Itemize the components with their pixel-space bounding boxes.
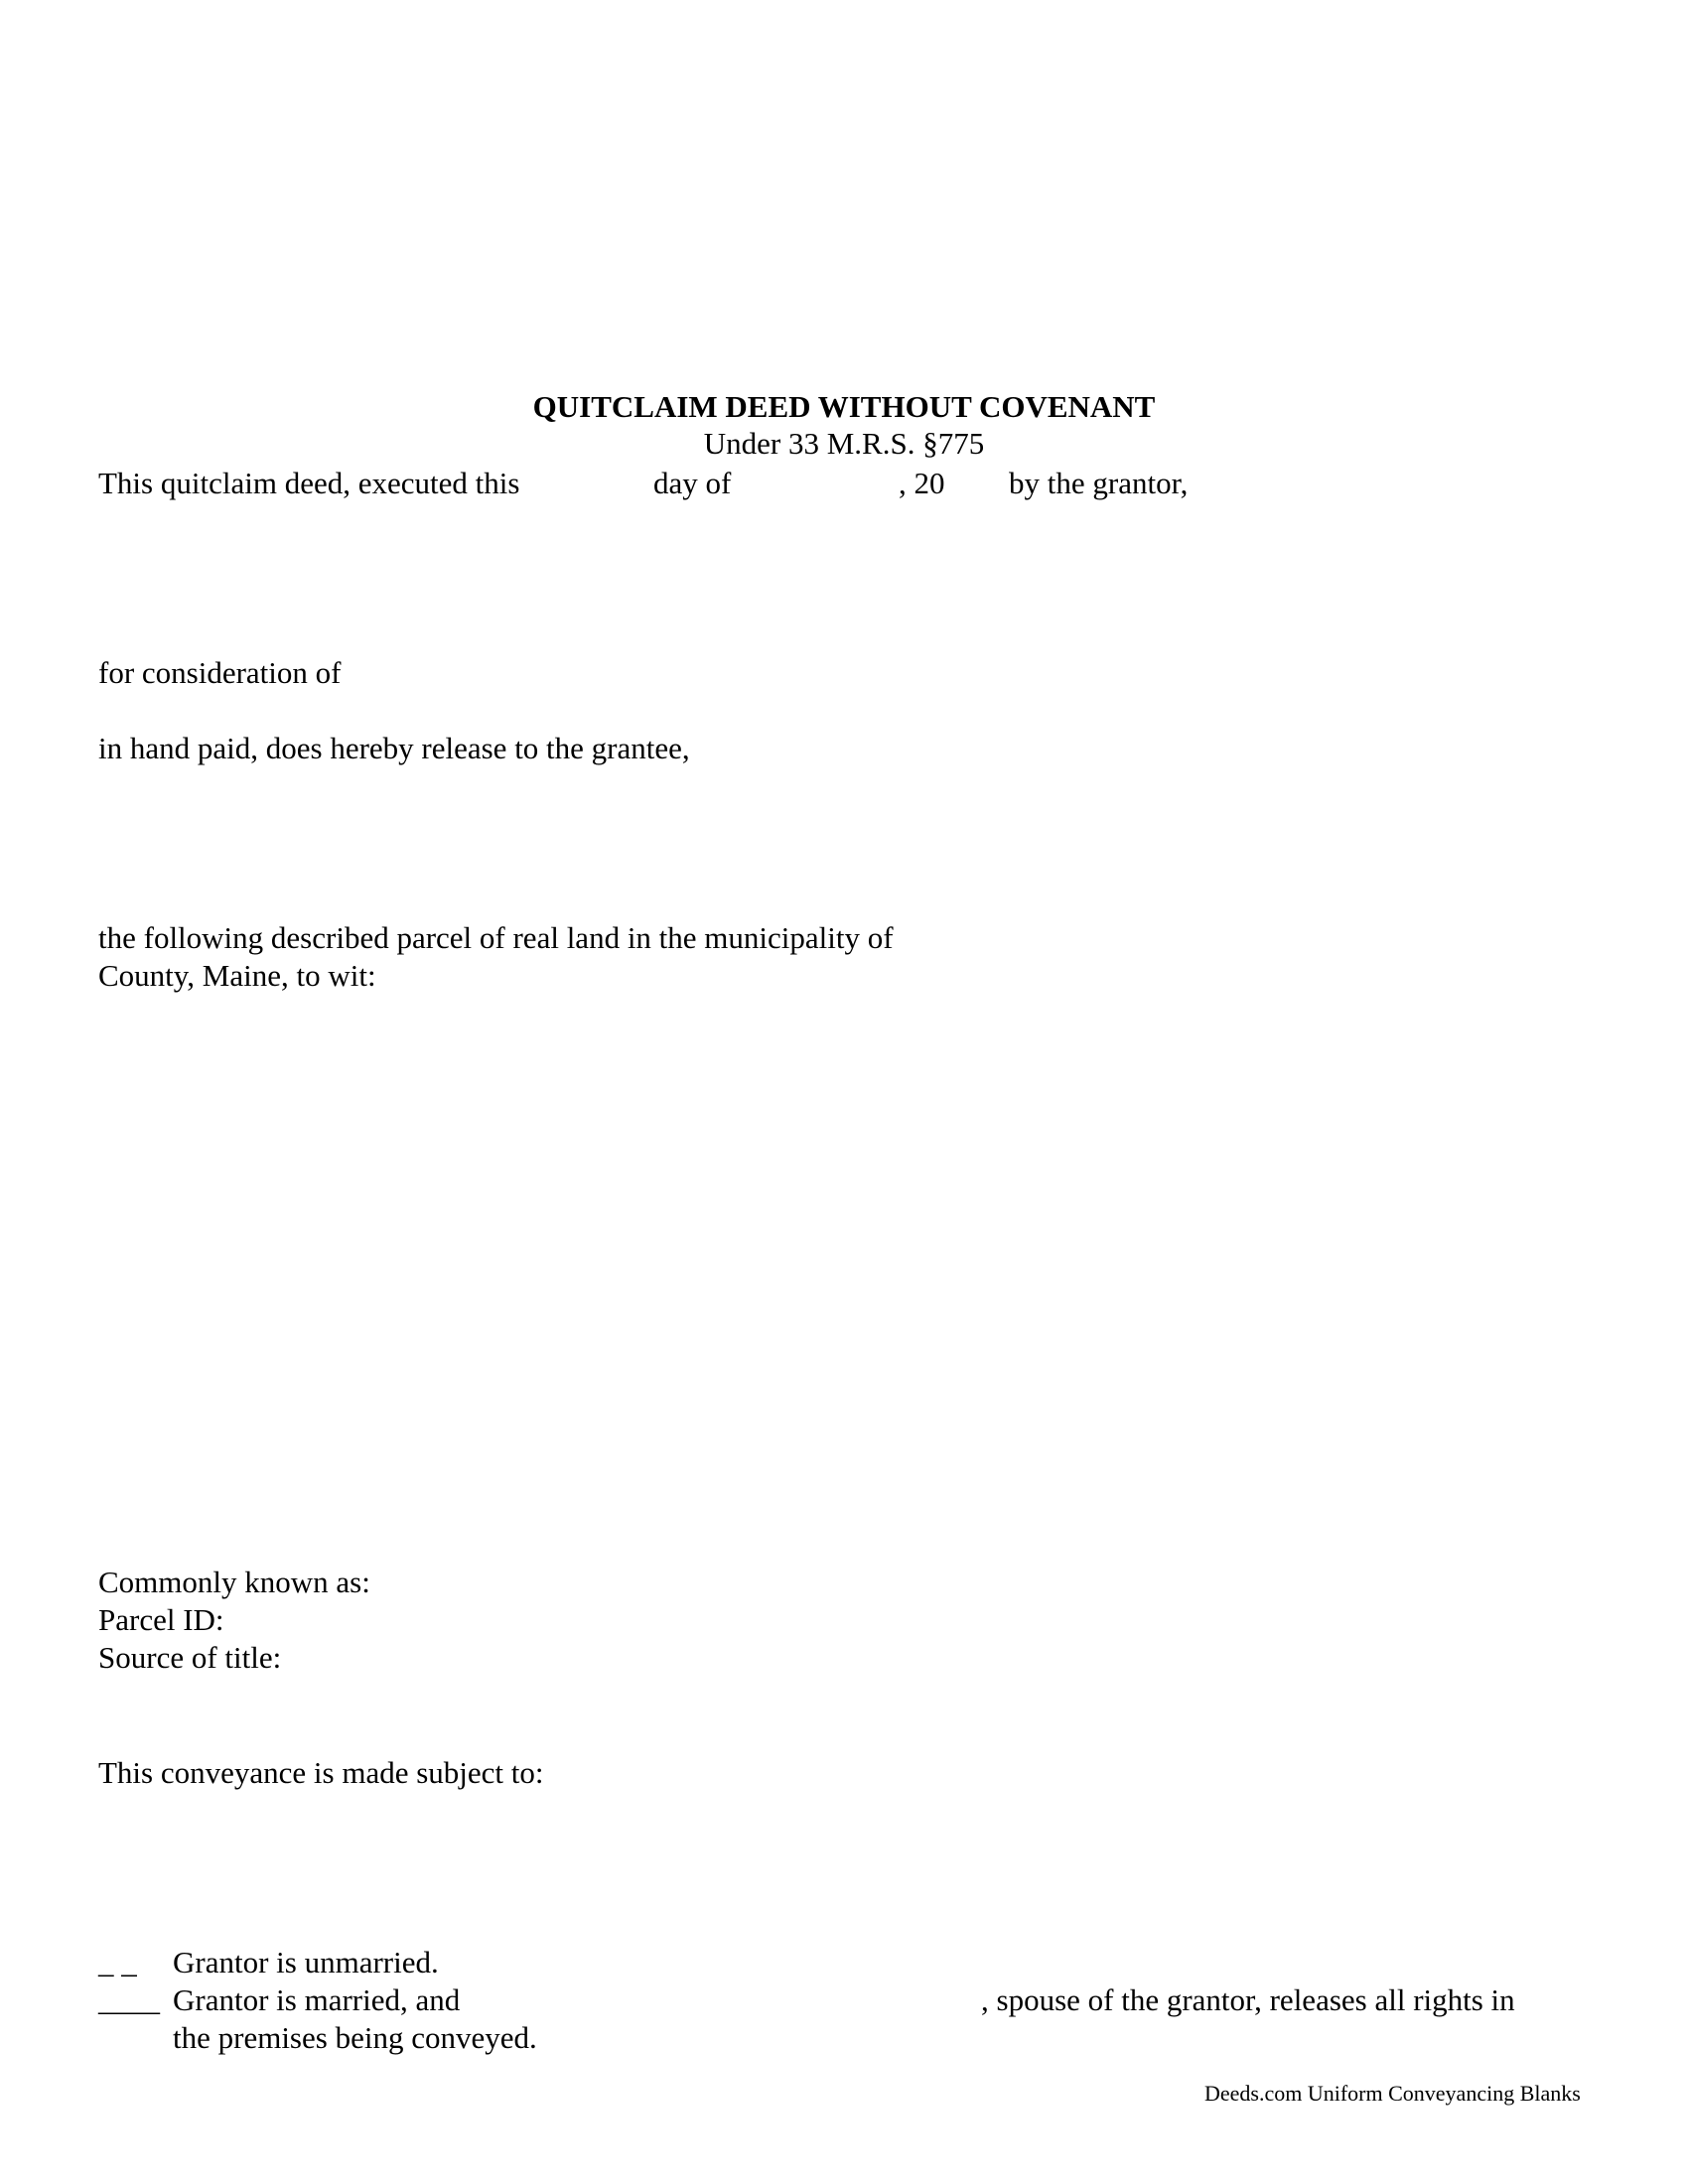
source-of-title-label: Source of title: [98, 1640, 282, 1675]
subject-to-text: This conveyance is made subject to: [98, 1755, 544, 1790]
opening-text-executed: This quitclaim deed, executed this [98, 466, 520, 500]
opening-text-day-of: day of [653, 466, 732, 500]
married-checkbox-blank: ____ [98, 1982, 160, 2017]
consideration-text: for consideration of [98, 655, 342, 690]
footer-brand: Deeds.com Uniform Conveyancing Blanks [1204, 2081, 1581, 2106]
spouse-release-text: , spouse of the grantor, releases all rights in [981, 1982, 1515, 2017]
parcel-id-label: Parcel ID: [98, 1602, 224, 1637]
release-text: in hand paid, does hereby release to the grantee, [98, 731, 690, 765]
statute-subtitle: Under 33 M.R.S. §775 [703, 426, 985, 461]
opening-text-by-grantor: by the grantor, [1009, 466, 1189, 500]
opening-text-year: , 20 [899, 466, 945, 500]
document-title: QUITCLAIM DEED WITHOUT COVENANT [532, 389, 1156, 424]
unmarried-option-text: Grantor is unmarried. [173, 1945, 439, 1979]
commonly-known-label: Commonly known as: [98, 1565, 370, 1599]
parcel-description-line2: County, Maine, to wit: [98, 958, 376, 993]
unmarried-checkbox-blank: _ _ [98, 1945, 137, 1979]
parcel-description-line1: the following described parcel of real land in the municipality of [98, 920, 894, 955]
married-option-text: Grantor is married, and [173, 1982, 461, 2017]
premises-continuation-text: the premises being conveyed. [173, 2020, 537, 2055]
